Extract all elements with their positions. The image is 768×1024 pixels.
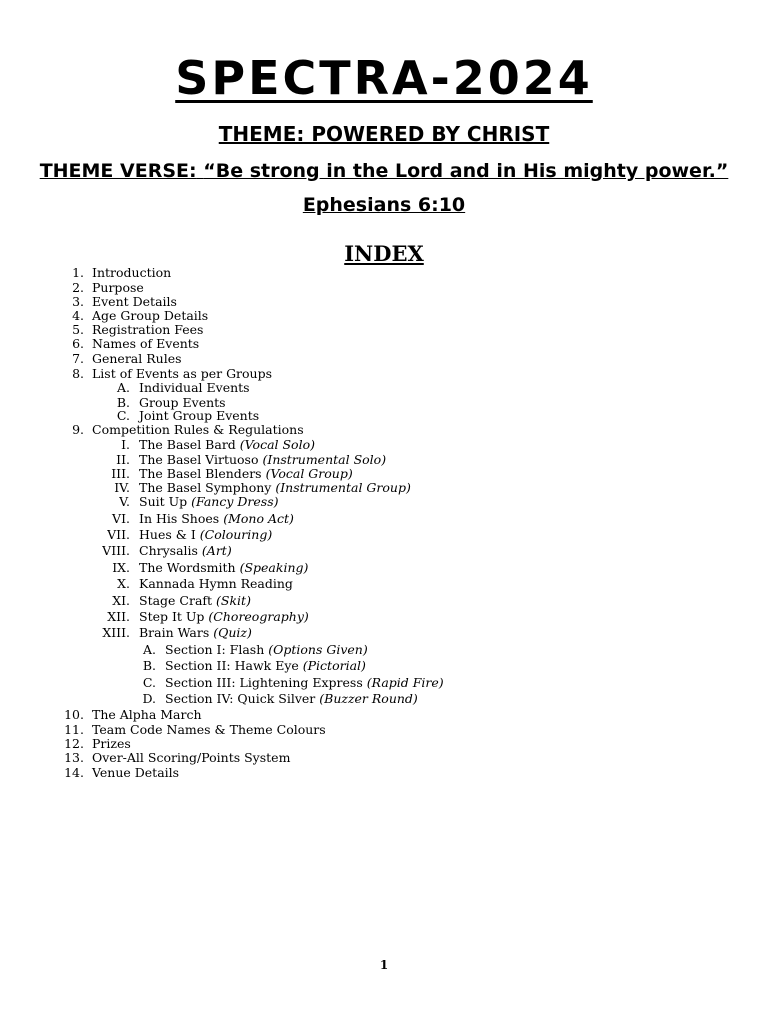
index-item-number: 6.: [72, 336, 84, 351]
index-item-title: Section III: Lightening Express: [165, 675, 363, 690]
index-item-note: (Rapid Fire): [366, 675, 444, 690]
index-item-title: General Rules: [92, 351, 182, 366]
index-heading: INDEX: [344, 241, 424, 266]
index-item-number: III.: [111, 466, 130, 481]
index-item-title: Group Events: [139, 395, 226, 410]
index-item-note: (Options Given): [268, 642, 368, 657]
index-item-note: (Skit): [216, 593, 251, 608]
index-item-number: XI.: [112, 593, 130, 608]
index-item-number: IV.: [114, 480, 130, 495]
index-item-number: 8.: [72, 366, 84, 381]
index-item-number: V.: [119, 494, 130, 509]
index-item-number: II.: [116, 452, 130, 467]
index-item-title: Prizes: [92, 736, 131, 751]
theme-verse-text: “Be strong in the Lord and in His mighty power.”: [203, 160, 729, 182]
index-item-title: The Basel Symphony: [139, 480, 272, 495]
index-item-note: (Art): [201, 543, 232, 558]
index-item-title: Team Code Names & Theme Colours: [92, 722, 326, 737]
index-item-label: [139, 480, 411, 495]
index-item-number: 3.: [72, 294, 84, 309]
index-item-title: Individual Events: [139, 380, 250, 395]
index-item-title: Section IV: Quick Silver: [165, 691, 316, 706]
index-item-note: (Speaking): [239, 560, 309, 575]
index-item-title: The Basel Bard: [139, 437, 236, 452]
index-item-label: [92, 750, 290, 765]
index-item-note: (Mono Act): [223, 511, 294, 526]
index-item-title: Section II: Hawk Eye: [165, 658, 299, 673]
index-item-number: 14.: [64, 765, 84, 780]
index-item-title: The Basel Virtuoso: [139, 452, 259, 467]
index-item-label: [139, 560, 308, 575]
index-item-label: [139, 494, 278, 509]
index-item-title: The Wordsmith: [139, 560, 236, 575]
index-item-label: [165, 691, 418, 706]
index-item-label: [139, 380, 250, 395]
index-item-note: (Vocal Group): [265, 466, 353, 481]
index-item-number: B.: [142, 658, 156, 673]
index-item-note: (Buzzer Round): [319, 691, 418, 706]
index-item-note: (Vocal Solo): [239, 437, 315, 452]
index-item-number: C.: [116, 408, 130, 423]
index-item-label: [92, 366, 272, 381]
index-item-number: A.: [116, 380, 130, 395]
index-item-number: 13.: [64, 750, 84, 765]
index-item-title: Brain Wars: [139, 625, 210, 640]
index-item-title: Age Group Details: [92, 308, 209, 323]
index-item-number: B.: [116, 395, 130, 410]
index-item-title: Purpose: [92, 280, 144, 295]
index-item-label: [92, 707, 202, 722]
theme-verse-reference: Ephesians 6:10: [302, 194, 466, 216]
theme-verse-label: THEME VERSE:: [39, 160, 197, 182]
index-item-title: Over-All Scoring/Points System: [92, 750, 291, 765]
index-item-number: X.: [117, 576, 130, 591]
index-item-note: (Instrumental Group): [275, 480, 411, 495]
index-item-label: [139, 543, 232, 558]
index-item-number: 12.: [64, 736, 84, 751]
page-number: 1: [379, 958, 389, 972]
index-item-note: (Pictorial): [302, 658, 366, 673]
index-item-number: VI.: [112, 511, 130, 526]
index-item-label: [92, 322, 203, 337]
index-item-note: (Instrumental Solo): [262, 452, 387, 467]
index-item-number: VII.: [107, 527, 130, 542]
index-item-title: Registration Fees: [92, 322, 204, 337]
index-item-label: [165, 658, 366, 673]
index-item-label: [92, 351, 182, 366]
index-item-number: XIII.: [102, 625, 130, 640]
index-item-note: (Quiz): [213, 625, 252, 640]
index-item-number: 9.: [72, 422, 84, 437]
index-item-number: 7.: [72, 351, 84, 366]
index-item-title: List of Events as per Groups: [92, 366, 273, 381]
index-item-note: (Choreography): [208, 609, 309, 624]
index-item-title: Kannada Hymn Reading: [139, 576, 293, 591]
index-item-label: [139, 625, 252, 640]
index-item-label: [92, 765, 179, 780]
index-item-title: Stage Craft: [139, 593, 213, 608]
index-item-number: A.: [142, 642, 156, 657]
index-item-label: [92, 280, 144, 295]
index-item-number: 10.: [64, 707, 84, 722]
index-item-number: 4.: [72, 308, 84, 323]
index-item-label: [139, 452, 386, 467]
index-item-number: 5.: [72, 322, 84, 337]
index-item-title: In His Shoes: [139, 511, 220, 526]
index-item-title: Hues & I: [139, 527, 196, 542]
index-item-label: [139, 593, 251, 608]
index-item-title: Suit Up: [139, 494, 188, 509]
index-item-label: [139, 408, 259, 423]
index-item-number: C.: [142, 675, 156, 690]
index-item-title: Venue Details: [92, 765, 180, 780]
index-item-label: [92, 265, 171, 280]
index-item-number: 11.: [64, 722, 84, 737]
index-item-number: D.: [142, 691, 156, 706]
index-item-title: The Basel Blenders: [139, 466, 262, 481]
index-item-note: (Fancy Dress): [191, 494, 279, 509]
document-title: SPECTRA-2024: [175, 51, 593, 105]
index-item-title: Introduction: [92, 265, 172, 280]
index-item-label: [165, 675, 444, 690]
index-item-title: The Alpha March: [92, 707, 202, 722]
index-item-label: [139, 527, 272, 542]
theme-line: THEME: POWERED BY CHRIST: [218, 122, 550, 146]
index-item-note: (Colouring): [199, 527, 273, 542]
index-item-label: [139, 437, 315, 452]
index-item-number: XII.: [107, 609, 130, 624]
index-item-label: [139, 609, 309, 624]
index-item-title: Chrysalis: [139, 543, 198, 558]
index-item-number: 2.: [72, 280, 84, 295]
index-item-label: [139, 576, 293, 591]
index-item-label: [92, 736, 131, 751]
index-item-label: [92, 336, 199, 351]
index-item-title: Competition Rules & Regulations: [92, 422, 304, 437]
index-item-label: [139, 511, 294, 526]
index-item-number: VIII.: [102, 543, 130, 558]
index-item-number: I.: [121, 437, 130, 452]
index-item-title: Section I: Flash: [165, 642, 265, 657]
index-item-label: [92, 422, 304, 437]
index-item-title: Joint Group Events: [139, 408, 260, 423]
index-item-label: [92, 308, 208, 323]
index-item-label: [165, 642, 368, 657]
theme-verse: [0, 156, 768, 186]
index-item-number: IX.: [112, 560, 130, 575]
index-item-number: 1.: [72, 265, 84, 280]
index-item-label: [92, 722, 326, 737]
index-item-title: Event Details: [92, 294, 177, 309]
index-item-title: Step It Up: [139, 609, 205, 624]
index-item-title: Names of Events: [92, 336, 200, 351]
index-item-label: [92, 294, 177, 309]
index-item-label: [139, 466, 353, 481]
